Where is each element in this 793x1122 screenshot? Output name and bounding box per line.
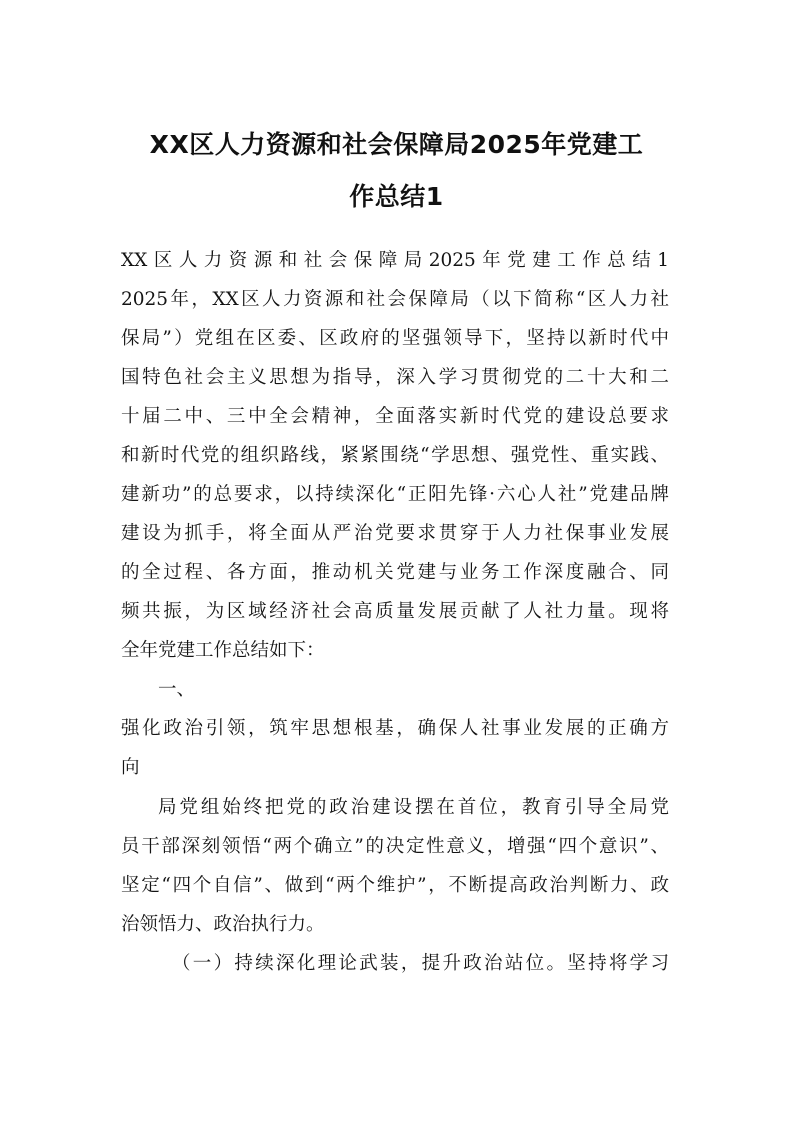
- document-title-line-1: XX区人力资源和社会保障局2025年党建工: [149, 130, 644, 159]
- body-line: 频共振，为区域经济社会高质量发展贡献了人社力量。现将: [121, 601, 669, 622]
- subsection-line: （一）持续深化理论武装，提升政治站位。坚持将学习: [172, 953, 669, 974]
- body-line: 2025年，XX区人力资源和社会保障局（以下简称“区人力社: [121, 289, 669, 310]
- section-heading-line: 向: [121, 757, 140, 778]
- body-line: 员干部深刻领悟“两个确立”的决定性意义，增强“四个意识”、: [121, 836, 669, 857]
- body-line: 十届二中、三中全会精神，全面落实新时代党的建设总要求: [121, 406, 669, 427]
- body-line: 局党组始终把党的政治建设摆在首位，教育引导全局党: [158, 797, 669, 818]
- body-line: 和新时代党的组织路线，紧紧围绕“学思想、强党性、重实践、: [121, 445, 669, 466]
- document-title-line-2: 作总结1: [349, 182, 444, 211]
- body-line: 建新功”的总要求，以持续深化“正阳先锋·六心人社”党建品牌: [121, 484, 669, 505]
- section-number: 一、: [158, 679, 196, 700]
- body-line: 国特色社会主义思想为指导，深入学习贯彻党的二十大和二: [121, 367, 669, 388]
- body-line: 的全过程、各方面，推动机关党建与业务工作深度融合、同: [121, 562, 669, 583]
- body-line: XX区人力资源和社会保障局2025年党建工作总结1: [121, 250, 669, 271]
- body-line: 保局”）党组在区委、区政府的坚强领导下，坚持以新时代中: [121, 328, 669, 349]
- body-line: 坚定“四个自信”、做到“两个维护”，不断提高政治判断力、政: [121, 875, 669, 896]
- body-line: 建设为抓手，将全面从严治党要求贯穿于人力社保事业发展: [121, 523, 669, 544]
- body-line: 全年党建工作总结如下：: [121, 640, 325, 661]
- section-heading-line: 强化政治引领，筑牢思想根基，确保人社事业发展的正确方: [121, 718, 669, 739]
- body-line: 治领悟力、政治执行力。: [121, 914, 325, 935]
